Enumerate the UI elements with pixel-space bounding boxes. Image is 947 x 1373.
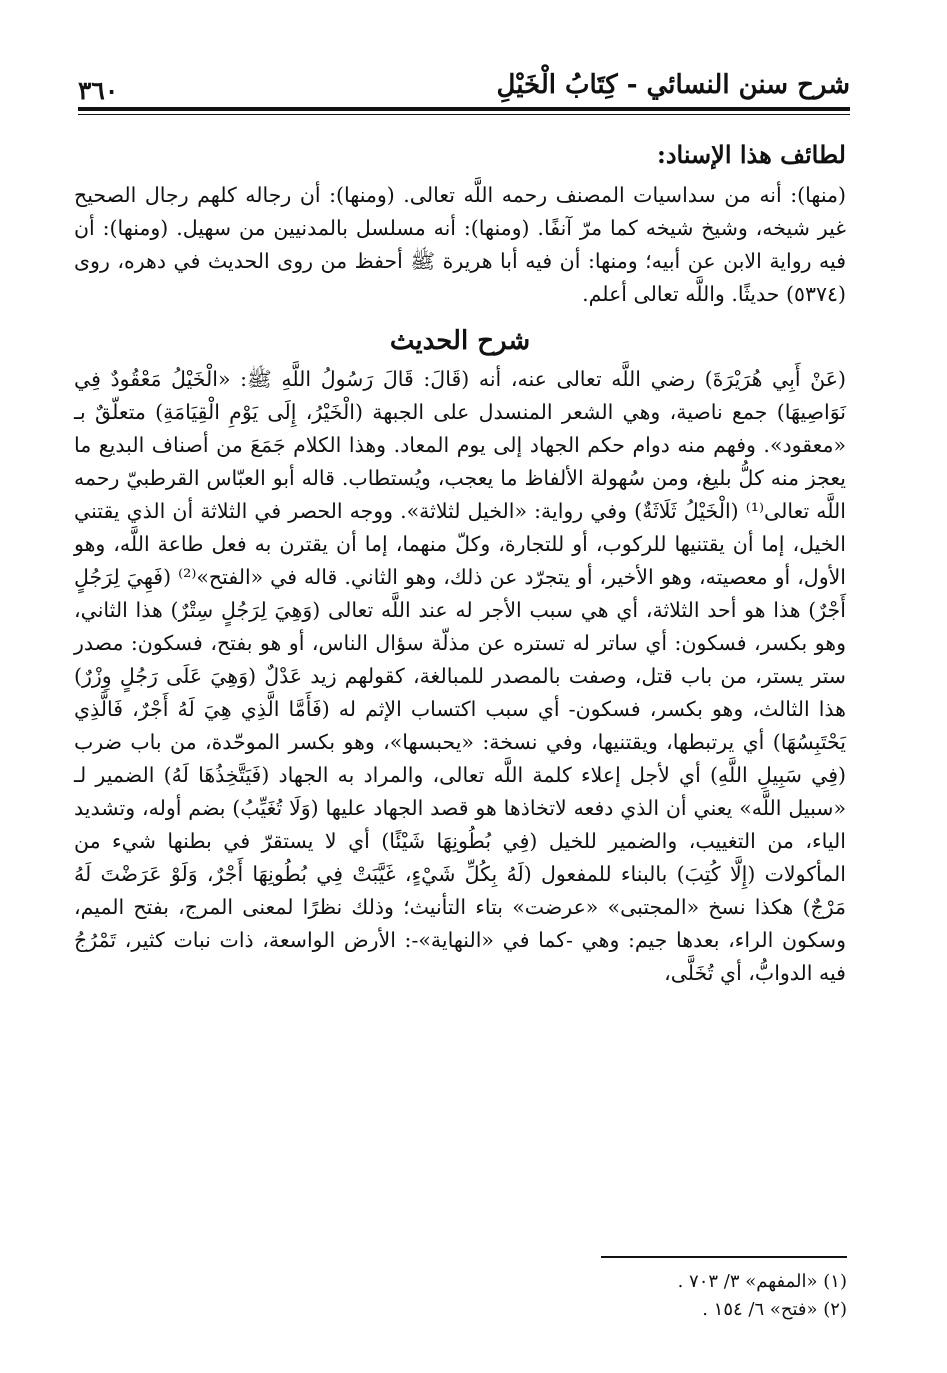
header-rule-thin	[78, 114, 850, 115]
header-rule-thick	[78, 107, 850, 111]
footnotes	[427, 1268, 847, 1324]
footnote-2: (٢) «فتح» ٦/ ١٥٤ .	[702, 1299, 847, 1320]
footnote-1: (١) «المفهم» ٣/ ٧٠٣ .	[677, 1271, 847, 1292]
page-number: ٣٦٠	[78, 76, 119, 105]
sharh-paragraph: (عَنْ أَبِي هُرَيْرَةَ) رضي اللَّه تعالى عنه، أنه (قَالَ: قَالَ رَسُولُ اللَّهِ ﷺ: «الْخَيْلُ مَعْقُودٌ فِي نَوَاصِيهَا) جمع ناصية، وهي الشعر المنسدل على الجبهة (الْخَيْرُ، إِلَى يَوْمِ الْقِيَامَةِ) متعلّقٌ بـ «معقود». وفهم منه دوام حكم الجهاد إلى يوم المعاد. وهذا الكلام جَمَعَ من أصناف البديع ما يعجز منه كلُّ بليغ، ومن سُهولة الألفاظ ما يعجب، ويُستطاب. قاله أبو العبّاس القرطبيّ رحمه اللَّه تعالى⁽¹⁾ (الْخَيْلُ ثَلَاثَةٌ) وفي رواية: «الخيل لثلاثة». ووجه الحصر في الثلاثة أن الذي يقتني الخيل، إما أن يقتنيها للركوب، أو للتجارة، وكلّ منهما، إما أن يقترن به فعل طاعة اللَّه، وهو الأول، أو معصيته، وهو الأخير، أو يتجرّد عن ذلك، وهو الثاني. قاله في «الفتح»⁽²⁾ (فَهِيَ لِرَجُلٍ أَجْرٌ) هذا هو أحد الثلاثة، أي هي سبب الأجر له عند اللَّه تعالى (وَهِيَ لِرَجُلٍ سِتْرٌ) هذا الثاني، وهو بكسر، فسكون: أي ساتر له تستره عن مذلّة سؤال الناس، أو هو بفتح، فسكون: مصدر ستر يستر، من باب قتل، وصفت بالمصدر للمبالغة، كقولهم زيد عَدْلٌ (وَهِيَ عَلَى رَجُلٍ وِزْرٌ) هذا الثالث، وهو بكسر، فسكون- أي سبب اكتساب الإثم له (فَأَمَّا الَّذِي هِيَ لَهُ أَجْرٌ، فَالَّذِي يَحْتَبِسُهَا) أي يرتبطها، ويقتنيها، وفي نسخة: «يحبسها»، وهو بكسر الموحّدة، من باب ضرب (فِي سَبِيلِ اللَّهِ) أي لأجل إعلاء كلمة اللَّه تعالى، والمراد به الجهاد (فَيَتَّخِذُهَا لَهُ) الضمير لـ «سبيل اللَّه» يعني أن الذي دفعه لاتخاذها هو قصد الجهاد عليها (وَلَا تُغَيِّبُ) بضم أوله، وتشديد الياء، من التغييب، والضمير للخيل (فِي بُطُونِهَا شَيْئًا) أي لا يستقرّ في بطنها شيء من المأكولات (إِلَّا كُتِبَ) بالبناء للمفعول (لَهُ بِكُلِّ شَيْءٍ، غَيَّبَتْ فِي بُطُونِهَا أَجْرٌ، وَلَوْ عَرَضْتَ لَهُ مَرْجٌ) هكذا نسخ «المجتبى» «عرضت» بتاء التأنيث؛ وذلك نظرًا لمعنى المرج، بفتح الميم، وسكون الراء، بعدها جيم: وهي -كما في «النهاية»-: الأرض الواسعة، ذات نبات كثير، تَمْرُجُ فيه الدوابُّ، أي تُخَلَّى،	[74, 367, 846, 985]
section-heading-isnad: لطائف هذا الإسناد:	[656, 140, 846, 169]
page-header	[78, 58, 850, 120]
footnote-separator	[601, 1256, 847, 1258]
main-text	[74, 135, 846, 990]
section-title-sharh: شرح الحديث	[389, 326, 531, 356]
isnad-paragraph: (منها): أنه من سداسيات المصنف رحمه اللَّه تعالى. (ومنها): أن رجاله كلهم رجال الصحيح غير شيخه، وشيخ شيخه كما مرّ آنفًا. (ومنها): أنه مسلسل بالمدنيين من سهيل. (ومنها): أن فيه رواية الابن عن أبيه؛ ومنها: أن فيه أبا هريرة ﷺ أحفظ من روى الحديث في دهره، روى (٥٣٧٤) حديثًا. واللَّه تعالى أعلم.	[74, 183, 846, 306]
running-title: شرح سنن النسائي - كِتَابُ الْخَيْلِ	[496, 70, 850, 100]
